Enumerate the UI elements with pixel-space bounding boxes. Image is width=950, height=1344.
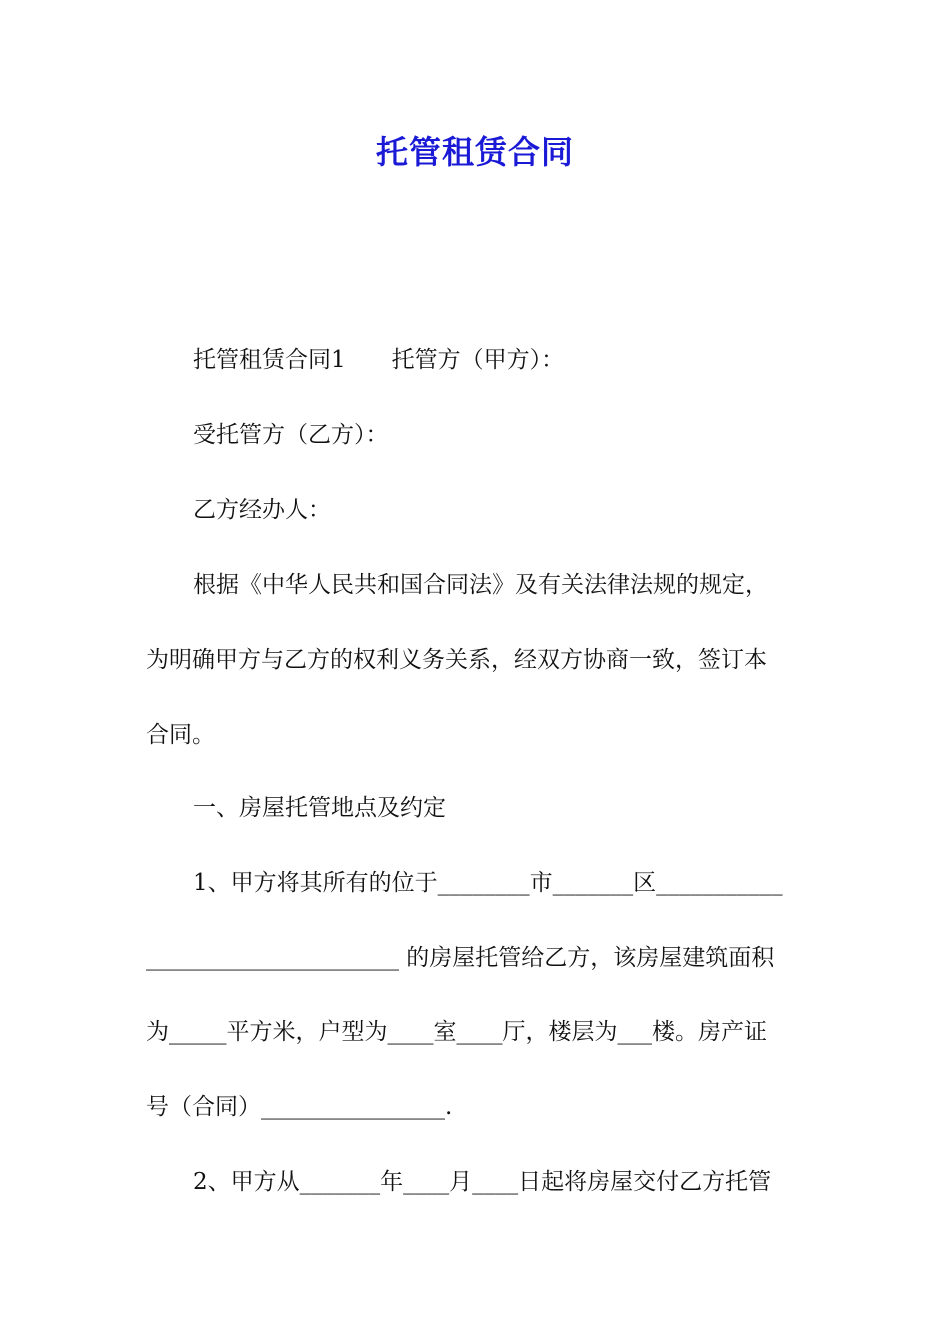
preamble-line-1: 根据《中华人民共和国合同法》及有关法律法规的规定， bbox=[193, 572, 768, 598]
preamble-line-2: 为明确甲方与乙方的权利义务关系，经双方协商一致，签订本 bbox=[146, 647, 767, 673]
clause-1-line-4: 号（合同）________________. bbox=[146, 1094, 453, 1120]
party-b-line: 受托管方（乙方）： bbox=[193, 422, 389, 448]
clause-1-line-2: ______________________ 的房屋托管给乙方，该房屋建筑面积 bbox=[146, 945, 775, 971]
preamble-line-3: 合同。 bbox=[146, 722, 215, 748]
contract-heading-line: 托管租赁合同1 托管方（甲方）： bbox=[193, 347, 565, 373]
clause-1-line-1: 1、甲方将其所有的位于________市_______区___________ bbox=[193, 870, 783, 896]
clause-1-line-3: 为_____平方米，户型为____室____厅，楼层为___楼。房产证 bbox=[146, 1019, 767, 1045]
clause-2-line-1: 2、甲方从_______年____月____日起将房屋交付乙方托管 bbox=[193, 1169, 772, 1195]
party-b-agent-line: 乙方经办人： bbox=[193, 497, 331, 523]
document-title: 托管租赁合同 bbox=[375, 133, 574, 171]
section-1-heading: 一、房屋托管地点及约定 bbox=[193, 795, 446, 821]
